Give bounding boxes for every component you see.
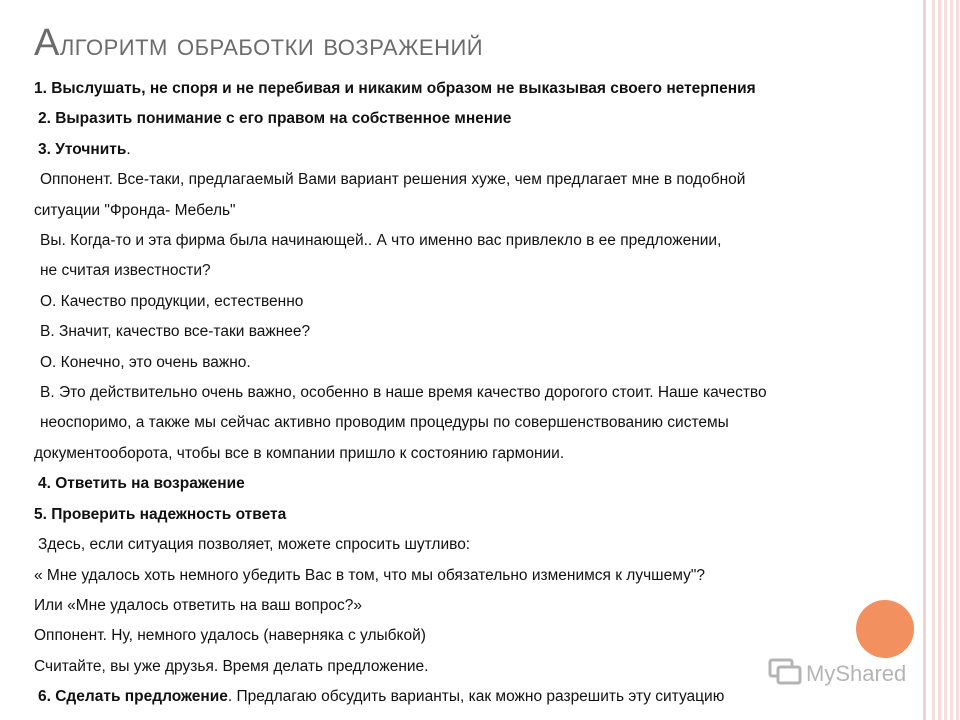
- text-line: Или «Мне удалось ответить на ваш вопрос?»: [34, 597, 363, 614]
- text-line: не считая известности?: [40, 262, 211, 279]
- text-line: О. Конечно, это очень важно.: [40, 354, 251, 371]
- text-line: Считайте, вы уже друзья. Время делать предложение.: [34, 658, 429, 675]
- watermark: [768, 656, 906, 692]
- text-line: Оппонент. Все-таки, предлагаемый Вами вариант решения хуже, чем предлагает мне в подобной: [40, 171, 746, 188]
- decorative-stripes: [932, 0, 960, 720]
- text-line: ситуации "Фронда- Мебель": [34, 202, 236, 219]
- text-line: 4. Ответить на возражение: [38, 475, 245, 492]
- decorative-circle: [856, 600, 914, 658]
- text-line: 3. Уточнить.: [38, 141, 131, 158]
- text-line: « Мне удалось хоть немного убедить Вас в том, что мы обязательно изменимся к лучшему"?: [34, 567, 705, 584]
- watermark-text: MyShared: [806, 661, 907, 686]
- text-line: В. Это действительно очень важно, особенно в наше время качество дорогого стоит. Наше качество: [40, 384, 767, 401]
- text-line: неоспоримо, а также мы сейчас активно проводим процедуры по совершенствованию системы: [40, 414, 729, 431]
- text-line: Здесь, если ситуация позволяет, можете спросить шутливо:: [38, 536, 471, 553]
- text-line: 5. Проверить надежность ответа: [34, 506, 287, 523]
- text-line: Оппонент. Ну, немного удалось (наверняка с улыбкой): [34, 627, 426, 644]
- title-first-letter: А: [34, 22, 60, 64]
- title-rest: лгоритм обработки возражений: [59, 27, 484, 62]
- text-line: 6. Сделать предложение. Предлагаю обсудить варианты, как можно разрешить эту ситуацию: [38, 688, 725, 705]
- myshared-logo-icon: [768, 656, 806, 692]
- decorative-stripe-line: [923, 0, 926, 720]
- text-line: Вы. Когда-то и эта фирма была начинающей.. А что именно вас привлекло в ее предложении,: [40, 232, 722, 249]
- text-line: О. Качество продукции, естественно: [40, 293, 304, 310]
- text-line: В. Значит, качество все-таки важнее?: [40, 323, 311, 340]
- text-line: 2. Выразить понимание с его правом на собственное мнение: [38, 110, 512, 127]
- text-line: 1. Выслушать, не споря и не перебивая и никаким образом не выказывая своего нетерпения: [34, 80, 756, 97]
- slide-title: [34, 22, 483, 65]
- text-line: документооборота, чтобы все в компании пришло к состоянию гармонии.: [34, 445, 565, 462]
